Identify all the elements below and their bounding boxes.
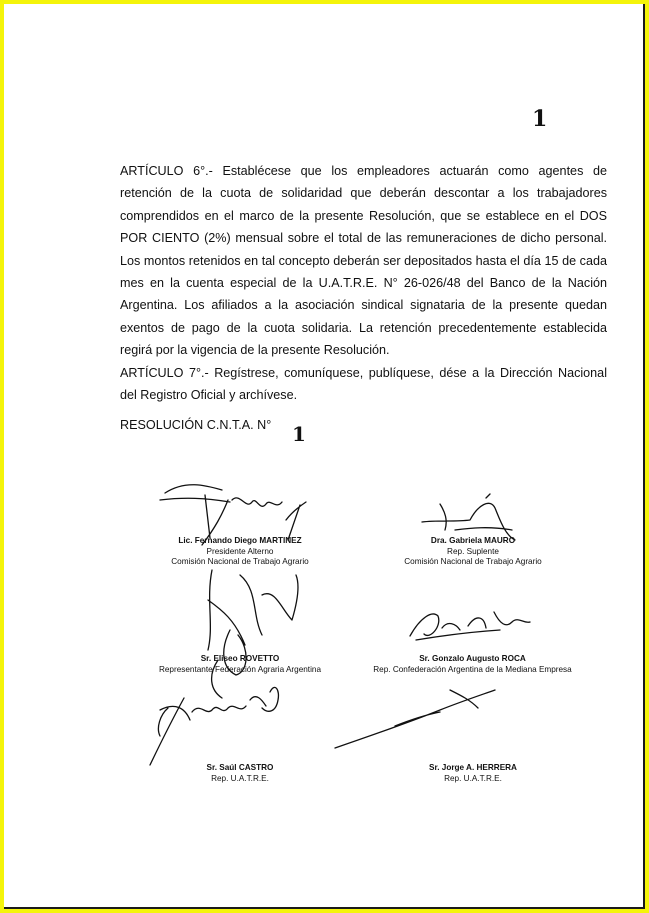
signatory-name: Lic. Fernando Diego MARTINEZ (178, 536, 302, 545)
resolution-label: RESOLUCIÓN C.N.T.A. N° (120, 418, 272, 432)
page-number: 1 (532, 106, 548, 132)
signatory-org: Comisión Nacional de Trabajo Agrario (171, 557, 309, 567)
signatory-rovetto (130, 654, 350, 675)
signatory-name: Sr. Gonzalo Augusto ROCA (419, 654, 526, 663)
signatory-role: Presidente Alterno (206, 546, 274, 556)
signatory-name: Sr. Eliseo ROVETTO (200, 654, 280, 663)
resolution-number: 1 (292, 422, 306, 446)
signatory-role: Rep. U.A.T.R.E. (444, 773, 502, 783)
signatory-mauro (373, 536, 573, 568)
signatory-name: Sr. Jorge A. HERRERA (429, 763, 517, 772)
signatory-martinez (140, 536, 340, 568)
signatory-role: Rep. Suplente (447, 546, 499, 556)
signatory-role: Rep. Confederación Argentina de la Mediana Empresa (373, 664, 572, 674)
signatory-org: Comisión Nacional de Trabajo Agrario (404, 557, 542, 567)
signatory-name: Dra. Gabriela MAURO (430, 536, 516, 545)
signatory-name: Sr. Saúl CASTRO (206, 763, 274, 772)
signatory-roca (355, 654, 590, 675)
signatory-role: Rep. U.A.T.R.E. (211, 773, 269, 783)
signatory-role: Representante Federación Agraria Argentina (158, 664, 322, 674)
signatory-herrera (373, 763, 573, 784)
article-6-paragraph: ARTÍCULO 6°.- Establécese que los empleadores actuarán como agentes de retención de la cuota de solidaridad que deberán descontar a los trabajadores comprendidos en el marco de la presente Resolución, que se establece en el DOS POR CIENTO (2%) mensual sobre el total de las remuneraciones de dicho personal. Los montos retenidos en tal concepto deberán ser depositados hasta el día 15 de cada mes en la cuenta especial de la U.A.T.R.E. N° 26-026/48 del Banco de la Nación Argentina. Los afiliados a la asociación sindical signataria de la presente quedan exentos de pago de la cuota solidaria. La retención precedentemente establecida regirá por la vigencia de la presente Resolución. (120, 164, 607, 358)
body-text (120, 160, 607, 406)
signatory-castro (140, 763, 340, 784)
article-7-paragraph: ARTÍCULO 7°.- Regístrese, comuníquese, publíquese, dése a la Dirección Nacional del Registro Oficial y archívese. (120, 365, 607, 403)
